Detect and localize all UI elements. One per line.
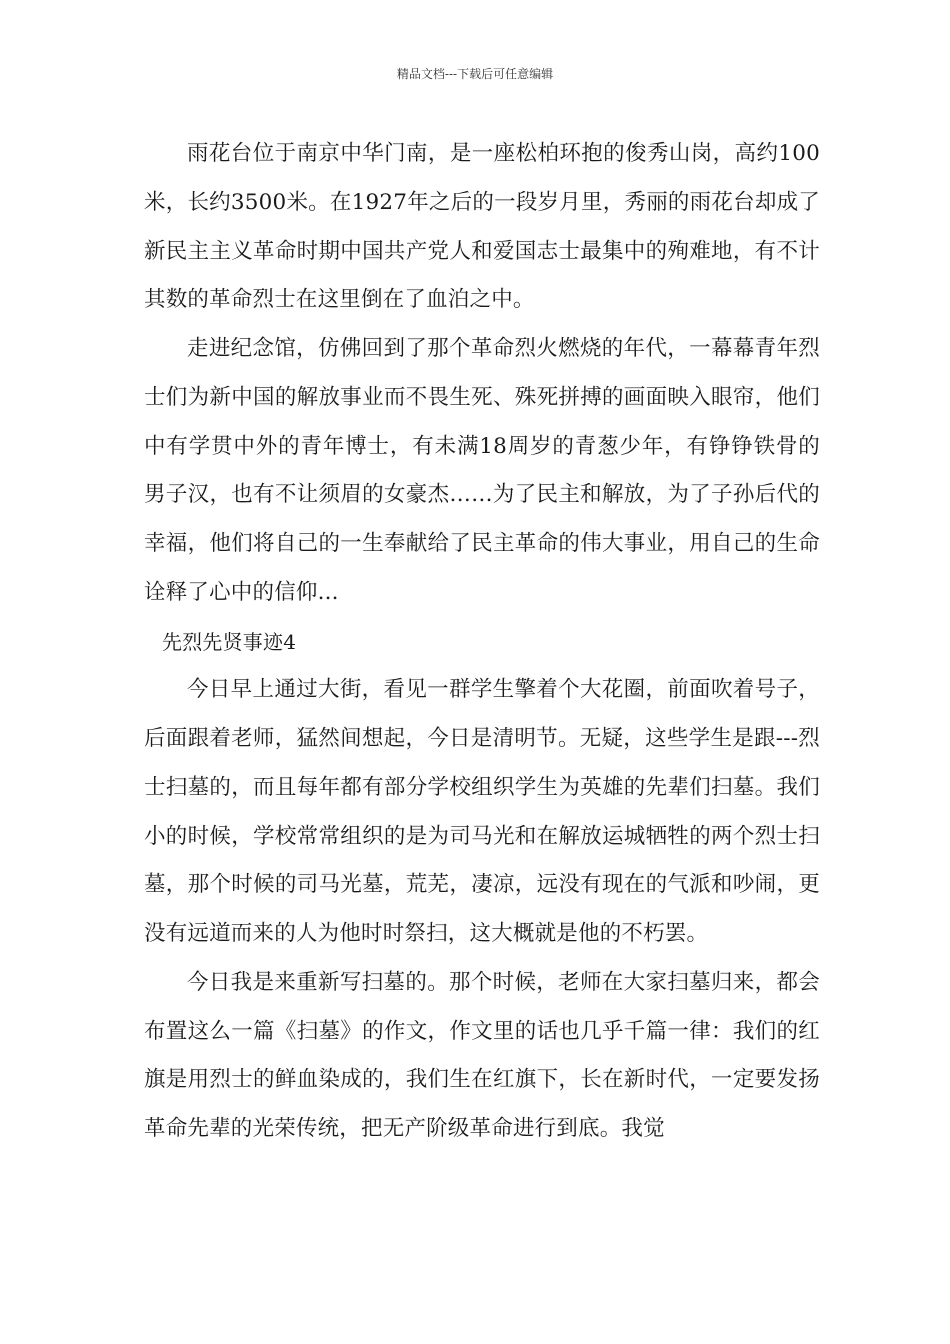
- paragraph-yuhuatai: 雨花台位于南京中华门南，是一座松柏环抱的俊秀山岗，高约100米，长约3500米。在1927年之后的一段岁月里，秀丽的雨花台却成了新民主主义革命时期中国共产党人和爱国志士最集中的殉难地，有不计其数的革命烈士在这里倒在了血泊之中。: [144, 141, 820, 313]
- paragraph-essay: 今日我是来重新写扫墓的。那个时候，老师在大家扫墓归来，都会布置这么一篇《扫墓》的作文，作文里的话也几乎千篇一律：我们的红旗是用烈士的鲜血染成的，我们生在红旗下，长在新时代，一定要发扬革命先辈的光荣传统，把无产阶级革命进行到底。我觉: [144, 969, 820, 1141]
- document-body: [144, 130, 820, 1154]
- section-heading: 先烈先贤事迹4: [162, 629, 297, 654]
- page-header: 精品文档---下载后可任意编辑: [396, 67, 554, 81]
- paragraph-memorial-hall: 走进纪念馆，仿佛回到了那个革命烈火燃烧的年代，一幕幕青年烈士们为新中国的解放事业而不畏生死、殊死拼搏的画面映入眼帘，他们中有学贯中外的青年博士，有未满18周岁的青葱少年，有铮铮铁骨的男子汉，也有不让须眉的女豪杰……为了民主和解放，为了子孙后代的幸福，他们将自己的一生奉献给了民主革命的伟大事业，用自己的生命诠释了心中的信仰...: [144, 336, 820, 605]
- paragraph-qingming: 今日早上通过大街，看见一群学生擎着个大花圈，前面吹着号子，后面跟着老师，猛然间想起，今日是清明节。无疑，这些学生是跟---烈士扫墓的，而且每年都有部分学校组织学生为英雄的先辈们扫墓。我们小的时候，学校常常组织的是为司马光和在解放运城牺牲的两个烈士扫墓，那个时候的司马光墓，荒芜，凄凉，远没有现在的气派和吵闹，更没有远道而来的人为他时时祭扫，这大概就是他的不朽罢。: [144, 677, 820, 946]
